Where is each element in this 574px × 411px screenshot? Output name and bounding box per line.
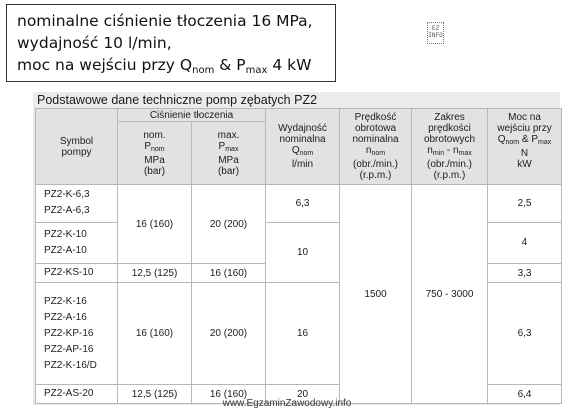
power-cell: 4 [488,222,562,264]
power-cell: 6,4 [488,385,562,404]
flow-cell: 20 [266,385,340,404]
question-line-pressure: nominalne ciśnienie tłoczenia 16 MPa, [17,12,313,30]
pump-data-table [35,108,562,404]
p-max-cell: 16 (160) [192,264,266,283]
header-power: Moc na wejściu przy $Q_{nom}$ & $P_{max}$ N kW [488,109,562,185]
p-nom-cell: 12,5 (125) [118,264,192,283]
p-max-cell: 20 (200) [192,185,266,264]
n-range-cell: 750 - 3000 [412,185,488,404]
header-speed: Prędkość obrotowa nominalna $n_{nom}$ (obr./min.) (r.p.m.) [340,109,412,185]
p-nom-cell: 16 (160) [118,283,192,385]
header-symbol: Symbol pompy [36,109,118,185]
question-line-power: moc na wejściu przy $Q_{nom}$ & $P_{max}$ 4 kW [17,56,312,76]
question-box [6,4,336,82]
n-nom-cell: 1500 [340,185,412,404]
header-speed-range: Zakres prędkości obrotowych $n_{min} - n_{max}$ (obr./min.) (r.p.m.) [412,109,488,185]
header-pressure-nom: nom. $P_{nom}$ MPa (bar) [118,122,192,185]
symbol-cell: PZ2-K-10 PZ2-A-10 [36,222,118,264]
flow-cell: 10 [266,222,340,282]
p-max-cell: 16 (160) [192,385,266,404]
symbol-cell: PZ2-K-6,3 PZ2-A-6,3 [36,185,118,223]
symbol-cell: PZ2-K-16 PZ2-A-16 PZ2-KP-16 PZ2-AP-16 PZ2-K-16/D [36,283,118,385]
p-max-cell: 20 (200) [192,283,266,385]
power-cell: 6,3 [488,283,562,385]
p-nom-cell: 16 (160) [118,185,192,264]
flow-cell: 6,3 [266,185,340,223]
pump-data-table-image [33,92,560,405]
p-nom-cell: 12,5 (125) [118,385,192,404]
website-footer: www.EgzaminZawodowy.info [222,398,352,409]
power-cell: 3,3 [488,264,562,283]
ez-info-logo-icon: EZ INFO [427,22,444,44]
power-cell: 2,5 [488,185,562,223]
table-title: Podstawowe dane techniczne pomp zębatych PZ2 [37,93,318,107]
header-pressure: Ciśnienie tłoczenia [118,109,266,122]
symbol-cell: PZ2-KS-10 [36,264,118,283]
flow-cell: 16 [266,283,340,385]
question-line-flow: wydajność 10 l/min, [17,34,172,52]
header-pressure-max: max. $P_{max}$ MPa (bar) [192,122,266,185]
header-flow: Wydajność nominalna $Q_{nom}$ l/min [266,109,340,185]
symbol-cell: PZ2-AS-20 [36,385,118,404]
